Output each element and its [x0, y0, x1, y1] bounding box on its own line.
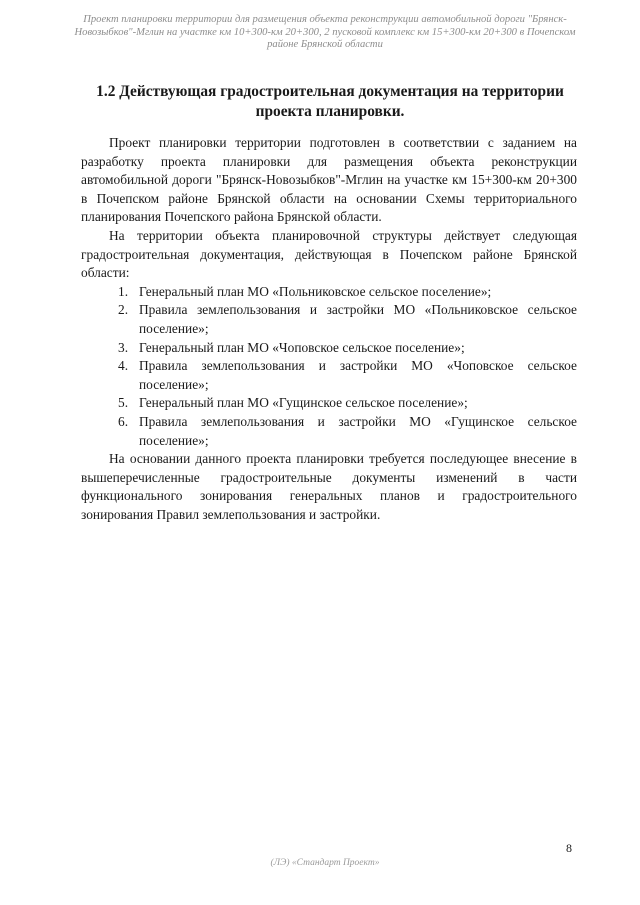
- list-item-number: 3.: [118, 339, 129, 355]
- list-item-text: Правила землепользования и застройки МО «Чоповское сельское поселение»;: [139, 358, 577, 392]
- list-item: [81, 339, 577, 358]
- list-item-number: 5.: [118, 395, 129, 411]
- list-item-text: Генеральный план МО «Польниковское сельское поселение»;: [139, 283, 492, 299]
- list-item: [81, 394, 577, 413]
- page-number: 8: [566, 841, 572, 855]
- list-item-number: 2.: [118, 302, 129, 318]
- documentation-list: [81, 283, 577, 450]
- list-item-text: Генеральный план МО «Чоповское сельское поселение»;: [139, 339, 465, 355]
- list-item: [81, 357, 577, 394]
- list-item-number: 4.: [118, 358, 129, 374]
- paragraph-intro: Проект планировки территории подготовлен в соответствии с заданием на разработку проекта планировки для размещения объекта реконструкции автомобильной дороги "Брянск-Новозыбков"-Мглин на участке км 15+300-км 20+300 в Почепском районе Брянской области на основании Схемы территориального планирования Почепского района Брянской области.: [81, 135, 577, 225]
- document-body: [81, 134, 577, 524]
- paragraph-conclusion: На основании данного проекта планировки требуется последующее внесение в вышеперечисленные градостроительные документы изменений в части функционального зонирования генеральных планов и градостроительного зонирования Правил землепользования и застройки.: [81, 451, 577, 522]
- list-item: [81, 413, 577, 450]
- list-item-text: Генеральный план МО «Гущинское сельское поселение»;: [139, 395, 468, 411]
- list-item-text: Правила землепользования и застройки МО «Польниковское сельское поселение»;: [139, 302, 577, 336]
- list-item-number: 6.: [118, 413, 129, 429]
- list-item-text: Правила землепользования и застройки МО «Гущинское сельское поселение»;: [139, 413, 577, 448]
- footer-stamp: (ЛЭ) «Стандарт Проект»: [270, 858, 380, 868]
- list-item-number: 1.: [118, 283, 129, 299]
- paragraph-documentation: На территории объекта планировочной структуры действует следующая градостроительная документация, действующая в Почепском районе Брянской области:: [81, 227, 577, 281]
- list-item: [81, 301, 577, 338]
- list-item: [81, 283, 577, 302]
- section-title: 1.2 Действующая градостроительная документация на территории проекта планировки.: [96, 83, 564, 120]
- running-header: Проект планировки территории для размещения объекта реконструкции автомобильной дороги "Брянск-Новозыбков"-Мглин на участке км 10+300-км 20+300, 2 пусковой комплекс км 15+300-км 20+300 в Почепском районе Брянской области: [74, 14, 576, 51]
